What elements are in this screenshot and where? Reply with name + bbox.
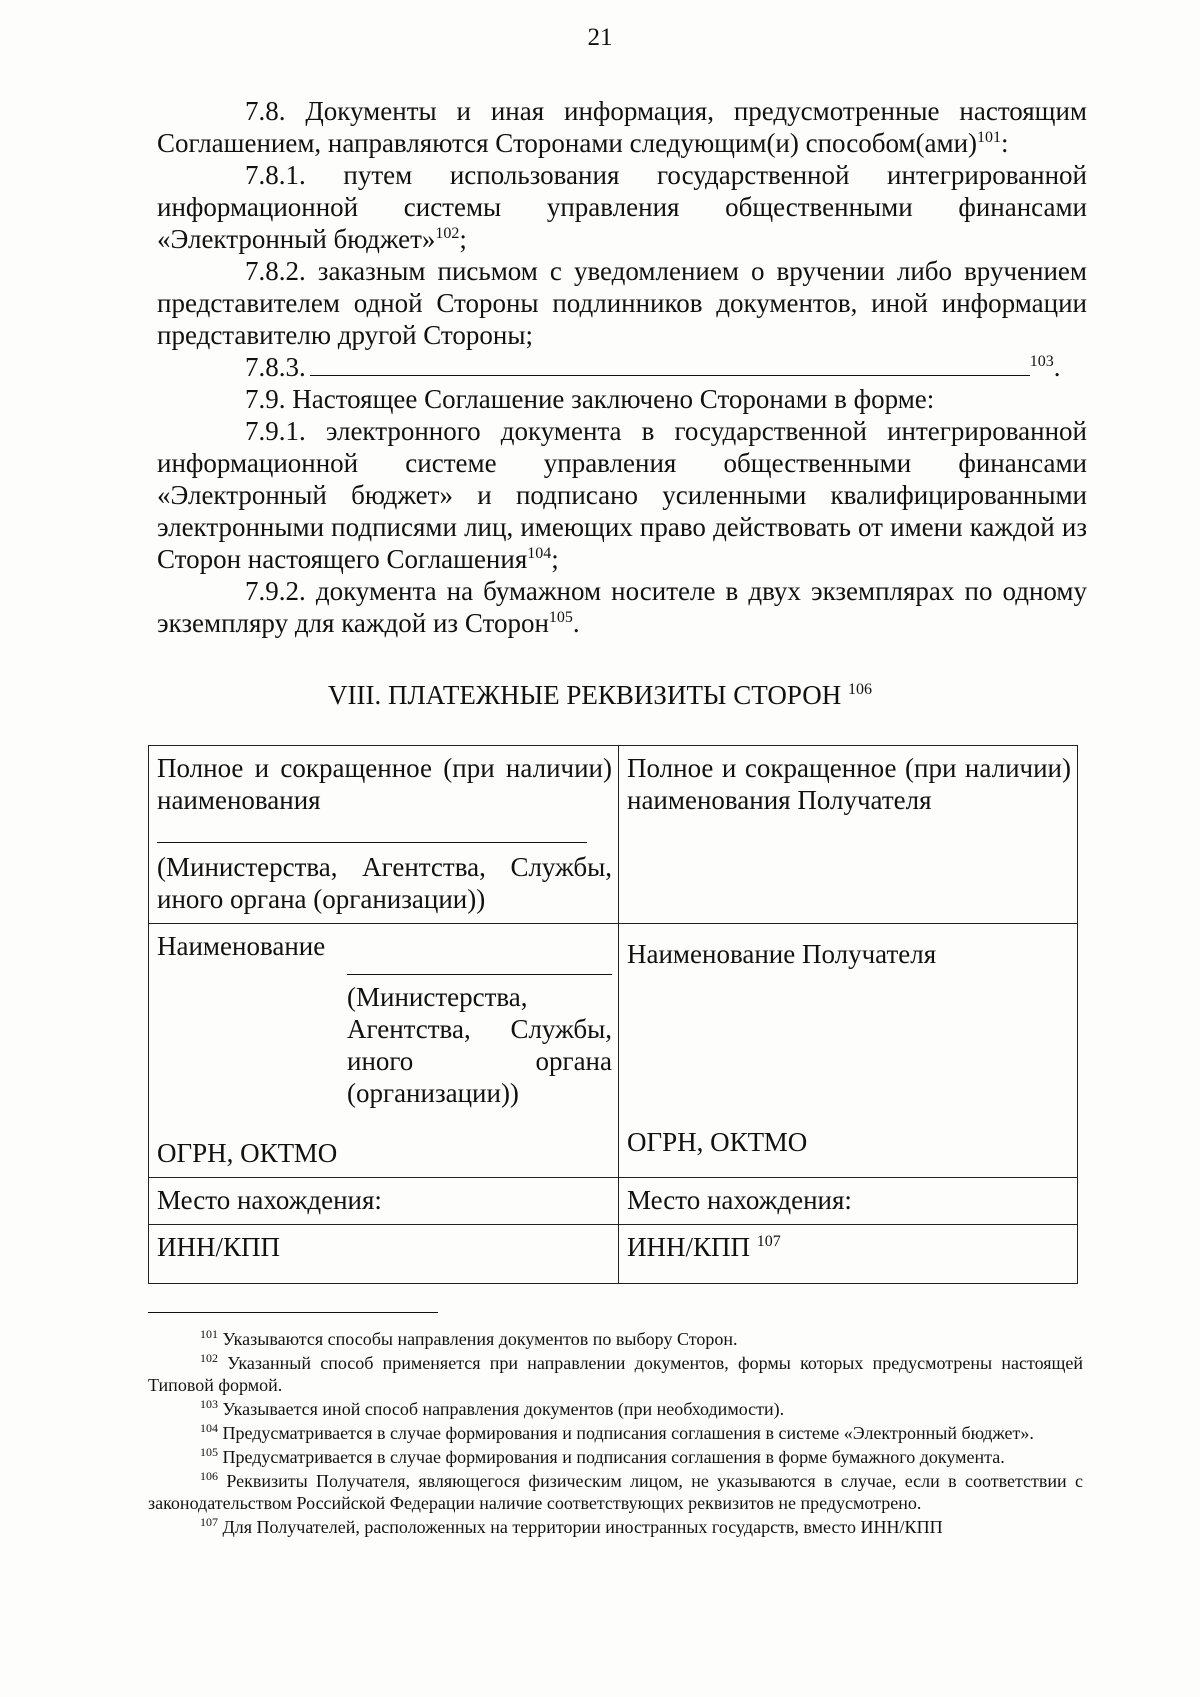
paragraph-text: 7.8. Документы и иная информация, предусмотренные настоящим Соглашением, направляются Сторонами следующим(и) способом(ами)	[157, 96, 1087, 158]
cell-text: Наименование Получателя	[627, 939, 937, 969]
punctuation: ;	[551, 544, 559, 574]
punctuation: .	[1053, 352, 1061, 382]
paragraph-text: 7.8.3.	[245, 352, 306, 382]
paragraph-text: 7.9.2. документа на бумажном носителе в двух экземплярах по одному экземпляру для каждой из Сторон	[157, 576, 1087, 638]
footnote-ref[interactable]: 107	[756, 1233, 781, 1250]
paragraph-7-8-2: 7.8.2. заказным письмом с уведомлением о вручении либо вручением представителем одной Стороны подлинников документов, иной информации представителю другой Стороны;	[157, 256, 1087, 350]
footnote	[148, 1470, 1083, 1514]
punctuation: ;	[459, 224, 467, 254]
cell-text: ОГРН, ОКТМО	[627, 1127, 808, 1157]
footnote-ref[interactable]: 103	[1029, 353, 1054, 370]
fill-in-line[interactable]	[310, 351, 1030, 376]
punctuation: .	[572, 608, 580, 638]
footnote-number: 102	[200, 1351, 218, 1365]
footnote-ref[interactable]: 101	[977, 129, 1002, 146]
fill-in-line[interactable]	[157, 822, 587, 843]
cell-text: Наименование	[157, 931, 326, 961]
section-title-text: VIII. ПЛАТЕЖНЫЕ РЕКВИЗИТЫ СТОРОН	[328, 680, 842, 710]
footnote-text: Указываются способы направления документов по выбору Сторон.	[222, 1329, 738, 1349]
paragraph-7-8	[157, 95, 1087, 159]
name-field	[347, 930, 612, 1109]
footnote-text: Указывается иной способ направления документов (при необходимости).	[222, 1399, 785, 1419]
paragraph-7-8-1	[157, 159, 1087, 255]
paragraph-text: 7.9.1. электронного документа в государственной интегрированной информационной системе управления общественными финансами «Электронный бюджет» и подписано усиленными квалифицированными электронными подписями лиц, имеющих право действовать от имени каждой из Сторон настоящего Соглашения	[157, 416, 1087, 574]
footnote	[148, 1446, 1083, 1468]
table-cell: Место нахождения:	[619, 1178, 1078, 1225]
footnote	[148, 1352, 1083, 1396]
footnote-text: Указанный способ применяется при направлении документов, формы которых предусмотрены настоящей Типовой формой.	[148, 1353, 1084, 1395]
table-cell	[149, 924, 619, 1178]
table-row	[149, 1178, 1078, 1225]
table-cell	[619, 746, 1078, 924]
footnote-text: Предусматривается в случае формирования и подписания соглашения в форме бумажного документа.	[222, 1447, 1005, 1467]
section-title	[0, 680, 1200, 711]
paragraph-7-9-2	[157, 575, 1087, 639]
table-cell	[619, 924, 1078, 1178]
cell-text: Полное и сокращенное (при наличии) наименования	[157, 753, 612, 815]
paragraph-7-8-3	[157, 351, 1087, 383]
footnote-ref[interactable]: 104	[527, 545, 552, 562]
cell-text: ИНН/КПП	[627, 1232, 751, 1262]
footnote-text: Реквизиты Получателя, являющегося физическим лицом, не указываются в случае, если в соответствии с законодательством Российской Федерации наличие соответствующих реквизитов не предусмотрено.	[148, 1471, 1083, 1513]
payment-details-table	[148, 745, 1078, 1284]
footnote-number: 106	[200, 1469, 218, 1483]
paragraph-text: 7.8.1. путем использования государственной интегрированной информационной системы управления общественными финансами «Электронный бюджет»	[157, 160, 1087, 254]
footnote-ref[interactable]: 106	[847, 681, 872, 698]
table-row	[149, 746, 1078, 924]
footnote	[148, 1328, 1083, 1350]
page-number: 21	[587, 24, 613, 51]
punctuation: :	[1001, 128, 1009, 158]
footnote-text: Для Получателей, расположенных на территории иностранных государств, вместо ИНН/КПП	[222, 1517, 943, 1537]
table-row	[149, 1225, 1078, 1284]
cell-text: Полное и сокращенное (при наличии) наименования Получателя	[627, 753, 1071, 815]
table-cell	[619, 1225, 1078, 1284]
footnote-number: 105	[200, 1445, 218, 1459]
name-row	[157, 930, 612, 1109]
table-cell: ИНН/КПП	[149, 1225, 619, 1284]
paragraph-7-9-1	[157, 415, 1087, 575]
table-row	[149, 924, 1078, 1178]
footnote	[148, 1398, 1083, 1420]
cell-text: ОГРН, ОКТМО	[157, 1138, 338, 1168]
footnote-number: 103	[200, 1397, 218, 1411]
paragraph-7-9: 7.9. Настоящее Соглашение заключено Сторонами в форме:	[245, 384, 935, 414]
fill-in-line[interactable]	[347, 930, 612, 975]
body-text	[157, 95, 1087, 639]
footnote-ref[interactable]: 105	[548, 609, 573, 626]
footnote-number: 107	[200, 1515, 218, 1529]
cell-hint: (Министерства, Агентства, Службы, иного органа (организации))	[347, 982, 612, 1108]
footnote	[148, 1422, 1083, 1444]
footnote	[148, 1516, 1083, 1538]
table-cell	[149, 746, 619, 924]
footnote-ref[interactable]: 102	[435, 225, 460, 242]
footnote-number: 101	[200, 1327, 218, 1341]
footnote-number: 104	[200, 1421, 218, 1435]
cell-hint: (Министерства, Агентства, Службы, иного органа (организации))	[157, 852, 612, 914]
footnote-separator	[148, 1312, 438, 1313]
footnotes	[148, 1328, 1083, 1540]
table-cell: Место нахождения:	[149, 1178, 619, 1225]
footnote-text: Предусматривается в случае формирования и подписания соглашения в системе «Электронный бюджет».	[222, 1423, 1034, 1443]
